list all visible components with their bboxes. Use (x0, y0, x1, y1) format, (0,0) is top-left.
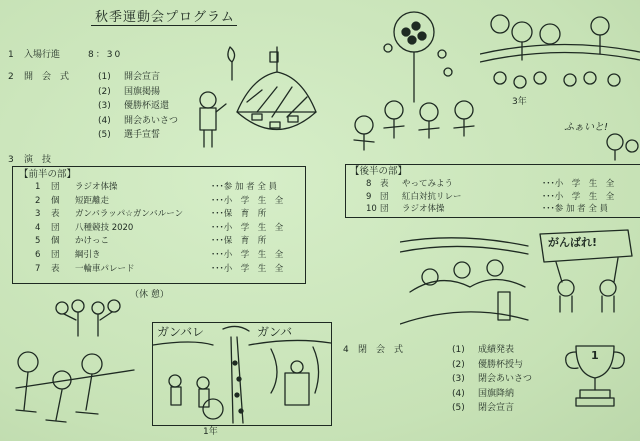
event-number: 5 (35, 236, 41, 247)
event-participants: ･･･小 学 生 全 (542, 179, 615, 189)
grade1-drawing (152, 322, 332, 426)
cheer-kids-drawing (560, 112, 640, 162)
program-row (13, 264, 305, 274)
event-number: 1 (35, 182, 41, 192)
event-type: 個 (51, 195, 60, 206)
event-name: 綱引き (75, 250, 101, 260)
events-label: 演 技 (24, 155, 52, 165)
event-participants: ･･･小 学 生 全 (211, 222, 284, 233)
event-type: 個 (51, 236, 60, 247)
event-participants: ･･･小 学 生 全 (211, 250, 284, 260)
closing-label: 閉 会 式 (358, 345, 404, 355)
event-number: 8 (366, 179, 372, 189)
kids-playing-drawing (344, 70, 484, 160)
program-row (346, 204, 640, 214)
closing-item-text: 優勝杯授与 (478, 359, 524, 370)
opening-item-text: 開会あいさつ (124, 115, 179, 126)
opening-item-number: (3) (98, 101, 111, 111)
program-row (13, 182, 305, 192)
closing-item-text: 閉会宣言 (478, 403, 515, 413)
fight-sign: ふぁいと! (564, 122, 609, 133)
tent-drawing (192, 42, 322, 152)
ganbare-sign: がんばれ! (548, 236, 598, 249)
event-number: 10 (366, 204, 377, 215)
closing-item-number: (4) (452, 388, 465, 399)
event-name: ラジオ体操 (75, 182, 118, 192)
event-type: 表 (51, 209, 60, 220)
program-row (346, 192, 640, 202)
event-participants: ･･･参 加 者 全 員 (211, 182, 278, 192)
event-number: 7 (35, 263, 41, 274)
break-label: （休 憩） (130, 290, 169, 300)
event-type: 団 (51, 222, 60, 233)
banner-left: ガンバレ (157, 325, 205, 339)
opening-item-number: (2) (98, 86, 111, 97)
event-participants: ･･･参 加 者 全 員 (542, 204, 609, 215)
opening-number: 2 (8, 72, 14, 82)
program-row (13, 236, 305, 246)
grade3-drawing (480, 4, 640, 94)
closing-item-number: (1) (452, 345, 465, 355)
event-participants: ･･･保 育 所 (211, 209, 267, 220)
closing-item-text: 成績発表 (478, 345, 515, 355)
closing-item-number: (2) (452, 359, 465, 370)
banner-right: ガンバ (257, 325, 293, 339)
event-participants: ･･･保 育 所 (211, 236, 267, 247)
closing-item-text: 国旗降納 (478, 388, 515, 399)
second-half-header: 【後半の部】 (350, 166, 408, 177)
entrance-label: 入場行進 (24, 50, 61, 60)
event-number: 4 (35, 222, 41, 233)
grade1-caption: 1年 (203, 427, 218, 437)
entrance-time: 8：30 (88, 50, 123, 60)
entrance-number: 1 (8, 50, 14, 60)
closing-item-text: 閉会あいさつ (478, 374, 533, 384)
closing-item-number: (5) (452, 403, 465, 413)
page-title: 秋季運動会プログラム (95, 10, 235, 25)
event-participants: ･･･小 学 生 全 (542, 191, 615, 202)
event-number: 6 (35, 250, 41, 260)
event-participants: ･･･小 学 生 全 (211, 263, 284, 274)
event-name: 短距離走 (75, 195, 110, 206)
event-name: 一輪車パレード (75, 263, 135, 274)
program-row (13, 250, 305, 260)
opening-item-text: 開会宣言 (124, 72, 161, 82)
second-half-box (345, 164, 640, 218)
event-name: 紅白対抗リレー (402, 191, 462, 202)
opening-item-text: 優勝杯返還 (124, 101, 170, 111)
trophy-number: 1 (591, 349, 599, 362)
first-half-header: 【前半の部】 (19, 169, 77, 180)
events-number: 3 (8, 155, 14, 165)
event-name: 八種競技 2020 (75, 222, 134, 233)
cheerleaders-drawing (52, 296, 122, 342)
opening-item-text: 国旗掲揚 (124, 86, 161, 97)
event-type: 表 (51, 263, 60, 274)
event-number: 2 (35, 195, 41, 206)
program-row (346, 179, 640, 189)
program-row (13, 196, 305, 206)
opening-item-number: (1) (98, 72, 111, 82)
closing-item-number: (3) (452, 374, 465, 384)
event-name: やってみよう (402, 179, 454, 189)
opening-label: 開 会 式 (24, 72, 70, 82)
program-row (13, 209, 305, 219)
first-half-box (12, 166, 306, 284)
event-participants: ･･･小 学 生 全 (211, 195, 284, 206)
closing-number: 4 (343, 345, 349, 355)
grade3-caption: 3年 (512, 97, 527, 107)
tug-of-war-drawing (6, 340, 136, 430)
opening-item-number: (5) (98, 130, 111, 140)
event-type: 団 (380, 191, 389, 202)
event-name: かけっこ (75, 236, 110, 247)
relay-race-drawing (400, 232, 530, 332)
program-row (13, 223, 305, 233)
event-number: 9 (366, 191, 372, 202)
opening-item-text: 選手宣誓 (124, 130, 161, 140)
event-type: 団 (51, 250, 60, 260)
event-name: ラジオ体操 (402, 204, 445, 215)
event-name: ガンバラッパ☆ガンバルーン (75, 209, 184, 220)
opening-item-number: (4) (98, 115, 111, 126)
event-type: 団 (380, 204, 389, 215)
event-type: 表 (380, 179, 389, 189)
event-type: 団 (51, 182, 60, 192)
event-number: 3 (35, 209, 41, 220)
